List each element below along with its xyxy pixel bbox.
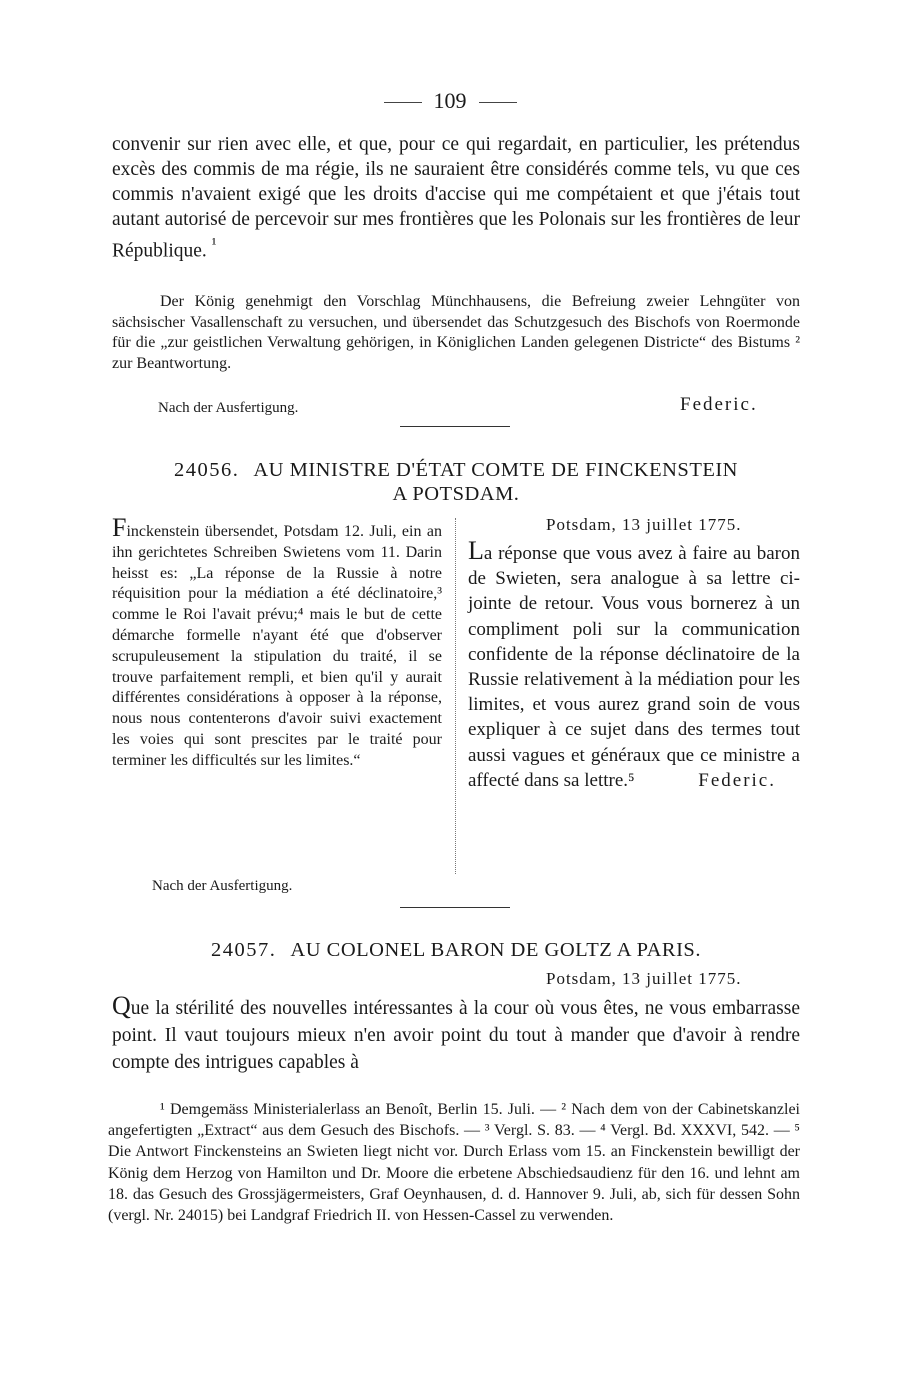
editorial-summary xyxy=(112,292,800,374)
right-drop-initial: L xyxy=(468,536,484,565)
editorial-summary-text: Der König genehmigt den Vorschlag Münchhausens, die Befreiung zweier Lehngüter von sächsischer Vasallenschaft zu versuchen, und übersendet das Schutzgesuch des Bischofs von Roermonde für die „zur geistlichen Verwaltung gehörigen, in Königlichen Landen gelegenen Districte“ des Bistums ² zur Beantwortung. xyxy=(112,293,800,372)
letter-24056-heading-line1 xyxy=(112,458,800,482)
letter-24056-title-line2: A POTSDAM. xyxy=(392,483,520,505)
letter-24056-number: 24056. xyxy=(174,459,240,481)
section-rule-2 xyxy=(400,907,510,908)
top-paragraph-text: convenir sur rien avec elle, et que, pour ce qui regardait, en particulier, les prétendus excès des commis de ma régie, ils ne sauraient être considérés comme tels, vu que ces commis n'avaient exigé que les droits d'accise qui me compétaient et que j'étais tout autant autorisé de percevoir sur mes frontières que les Polonais sur les frontières de leur République. xyxy=(112,134,800,262)
letter-24057-title: AU COLONEL BARON DE GOLTZ A PARIS. xyxy=(290,939,701,961)
letter-24056-date: Potsdam, 13 juillet 1775. xyxy=(546,515,742,534)
page-number-dash-right xyxy=(479,102,517,103)
footnotes-text: ¹ Demgemäss Ministerialerlass an Benoît, Berlin 15. Juli. — ² Nach dem von der Cabinetskanzlei angefertigten „Extract“ aus dem Gesuch des Bischofs. — ³ Vergl. S. 83. — ⁴ Vergl. Bd. XXXVI, 542. — ⁵ Die Antwort Finckensteins an Swieten liegt nicht vor. Durch Erlass vom 15. an Finckenstein bewilligt der König dem Herzog von Hamilton und Dr. Moore die erbetene Abschiedsaudienz für den 16. und lehnt am 18. das Gesuch des Grossjägermeisters, Graf Oeynhausen, d. d. Hannover 9. Juli, ab, sich für dessen Sohn (vergl. Nr. 24015) bei Landgraf Friedrich II. von Hessen-Cassel zu verwenden. xyxy=(108,1101,800,1225)
column-divider xyxy=(455,518,456,874)
signature-1: Federic. xyxy=(680,394,758,415)
letter-24057-text xyxy=(112,991,800,1076)
source-note-2: Nach der Ausfertigung. xyxy=(152,878,293,894)
top-paragraph xyxy=(112,132,800,264)
letter-24057-body: ue la stérilité des nouvelles intéressantes à la cour où vous êtes, ne vous embarrasse point. Il vaut toujours mieux n'en avoir point du tout à mander que d'avoir à rendre compte des intrigues capables à xyxy=(112,998,800,1073)
letter-24056-heading xyxy=(112,458,800,506)
letter-24057-heading xyxy=(112,938,800,962)
section-rule-1 xyxy=(400,426,510,427)
left-column-text: inckenstein übersendet, Potsdam 12. Juli, ein an ihn gerichtetes Schreiben Swietens vom 11. Darin heisst es: „La réponse de la Russie à notre réquisition pour la médiation a été déclinatoire,³ comme le Roi l'avait prévu;⁴ mais le but de cette démarche formelle n'ayant été que d'observer scrupuleusement la stipulation du traité, il se trouve parfaitement rempli, et bien qu'il y aurait différentes considérations à opposer à la réponse, nous nous contenterons d'avoir suivi exactement les voies qui sont prescites par le traité pour terminer les difficultés sur les limites.“ xyxy=(112,523,442,769)
letter-24057-date: Potsdam, 13 juillet 1775. xyxy=(546,969,742,988)
footnote-marker-1: ¹ xyxy=(211,235,217,253)
left-drop-initial: F xyxy=(112,513,127,542)
page-number-line xyxy=(0,88,900,114)
signature-2: Federic. xyxy=(698,769,776,791)
page-number: 109 xyxy=(433,88,467,113)
letter-24056-letter-column xyxy=(468,536,800,793)
source-note-1: Nach der Ausfertigung. xyxy=(158,400,299,416)
letter-24057-drop-initial: Q xyxy=(112,991,131,1020)
letter-24057-number: 24057. xyxy=(211,939,277,961)
letter-24056-title-line1: AU MINISTRE D'ÉTAT COMTE DE FINCKENSTEIN xyxy=(253,459,738,481)
page-number-dash-left xyxy=(384,102,422,103)
letter-24056-summary-column xyxy=(112,513,442,772)
right-column-text: a réponse que vous avez à faire au baron de Swieten, sera analogue à sa lettre ci-jointe de retour. Vous vous bornerez à un compliment poli sur la communication confidente de la réponse déclinatoire de la Russie relativement à la médiation pour les limites, et vous aurez grand soin de vous expliquer à ce sujet dans des termes tout aussi vagues et généraux que ce ministre a affecté dans sa lettre.⁵ xyxy=(468,543,800,791)
footnotes xyxy=(108,1099,800,1226)
